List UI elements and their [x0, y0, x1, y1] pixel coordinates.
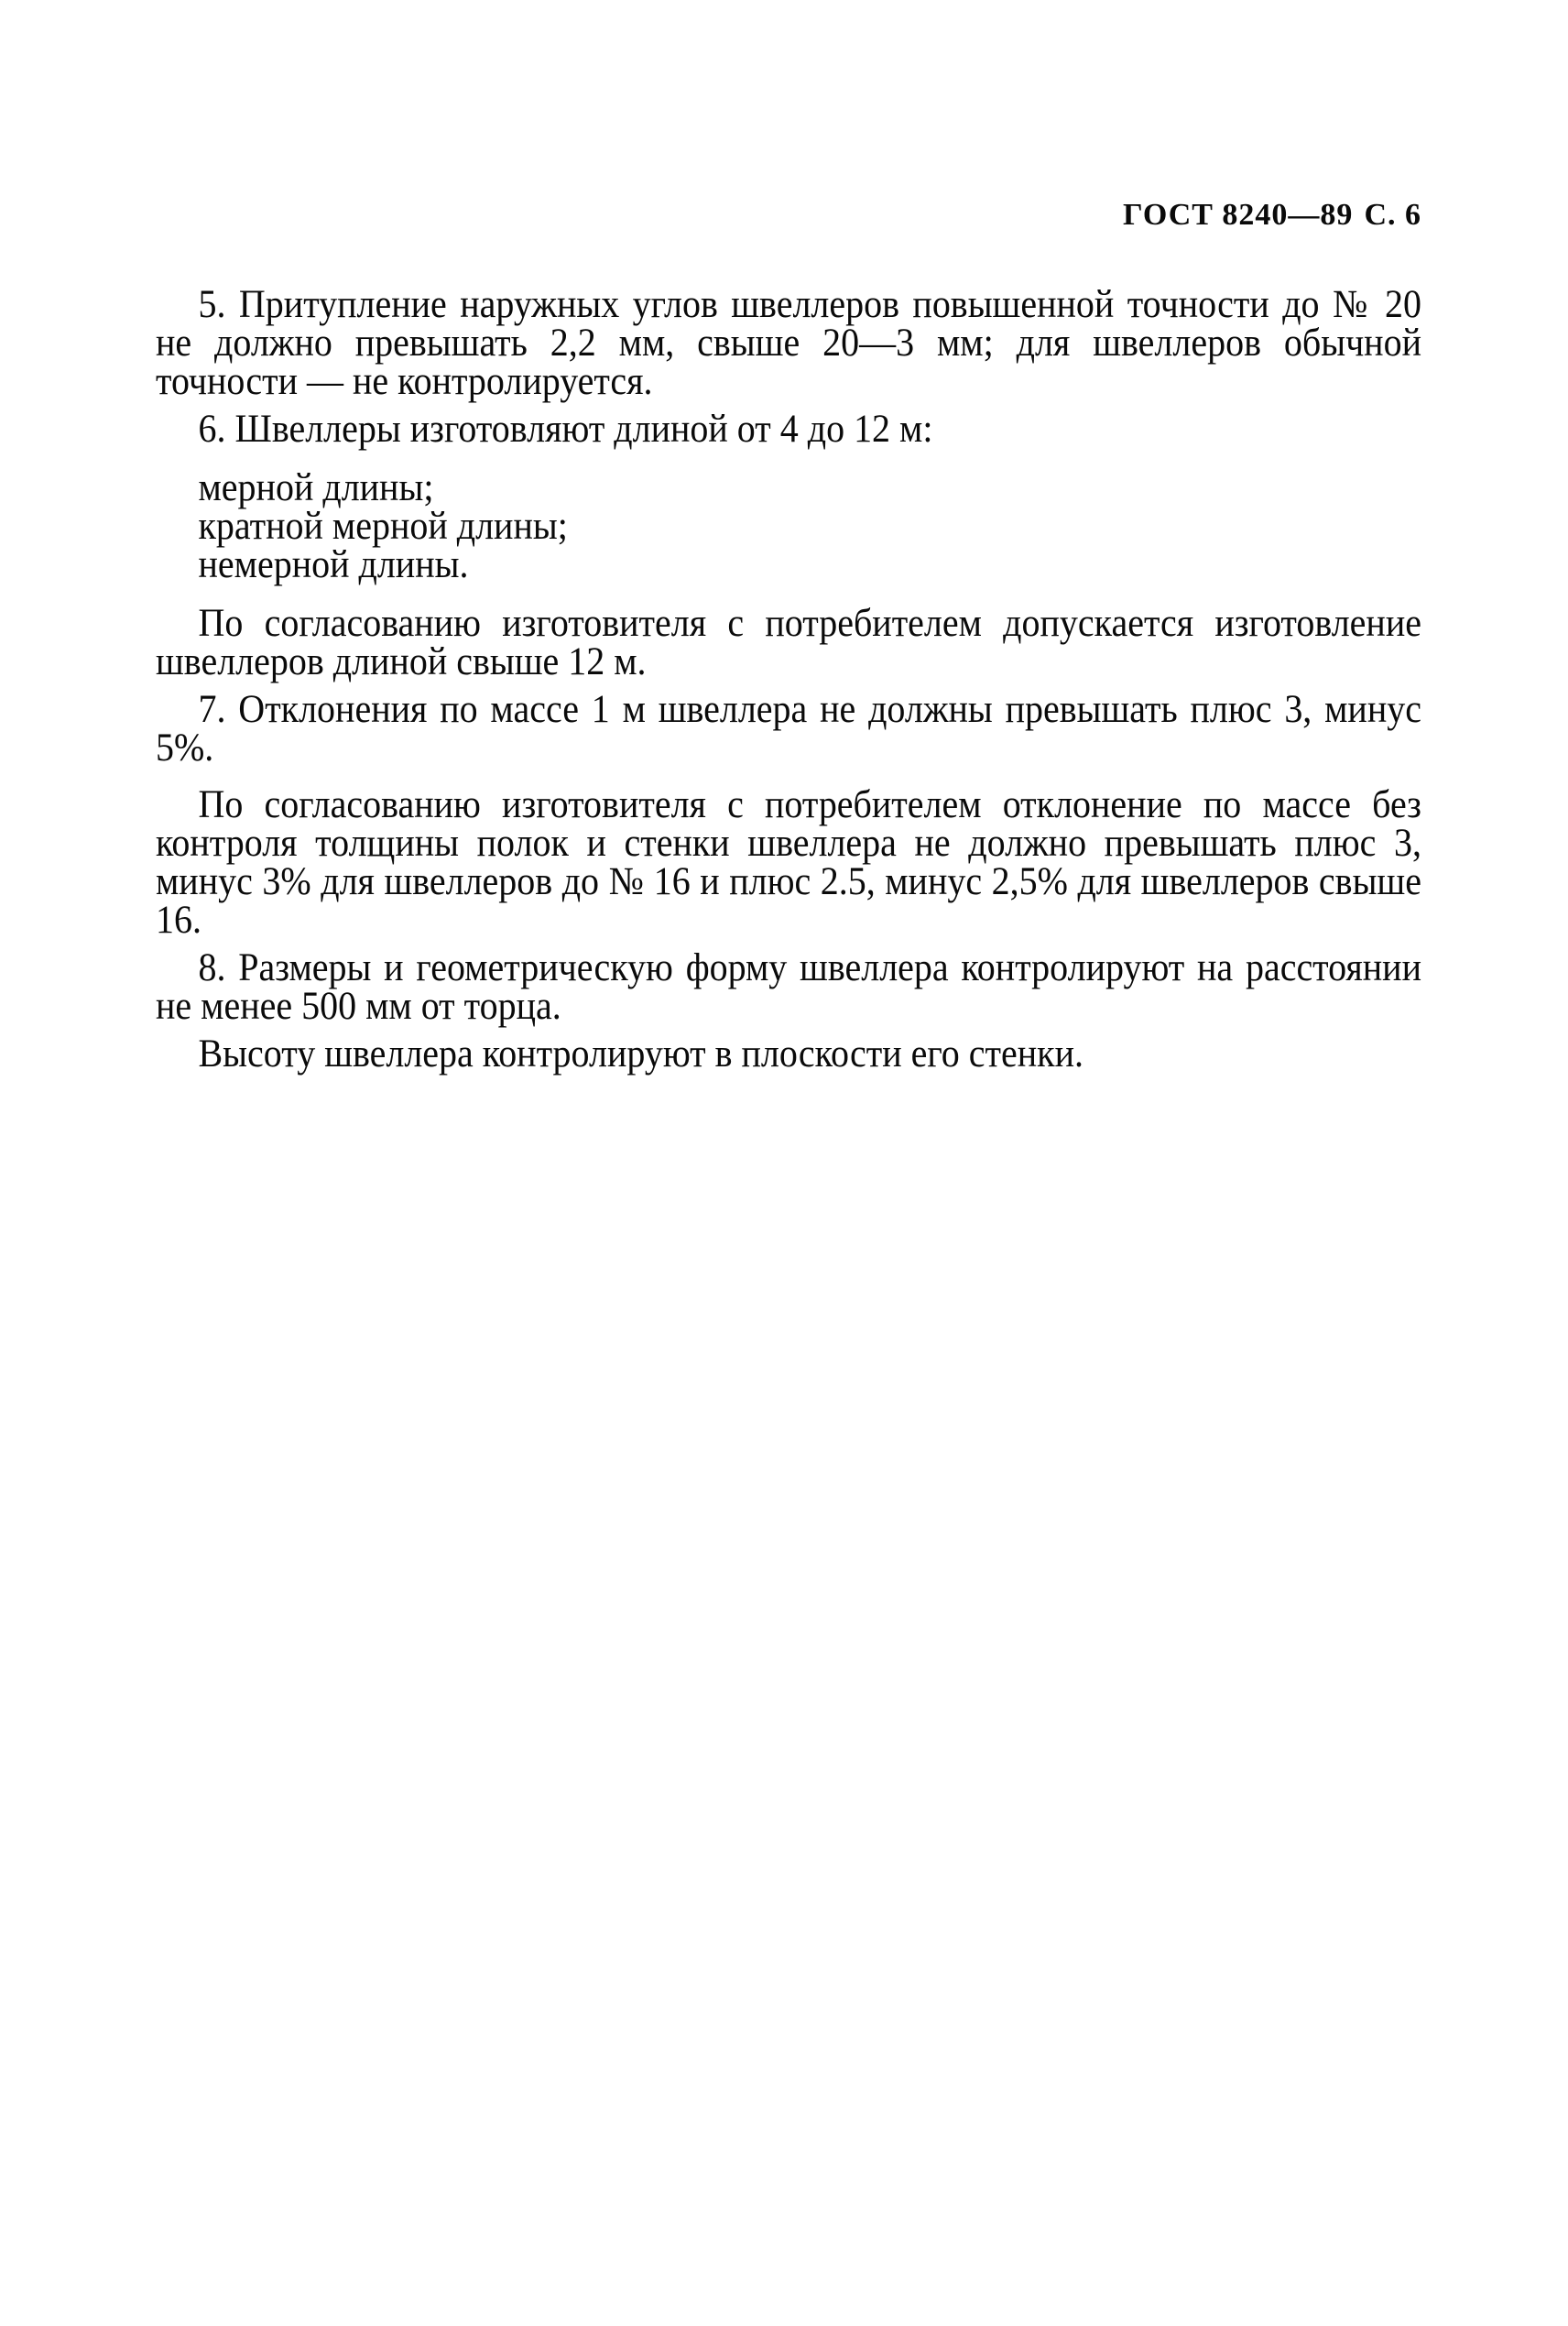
list-item: немерной длины. — [198, 543, 469, 586]
paragraph-5: 5. Притупление наружных углов швеллеров повышенной точности до № 20 не должно превышать 2,2 мм, свыше 20—3 мм; для швеллеров обычной точности — не контролируется. — [156, 283, 1421, 403]
page-number: С. 6 — [1364, 198, 1421, 232]
paragraph-6: 6. Швеллеры изготовляют длиной от 4 до 12 м: — [198, 408, 933, 451]
paragraph-8-height: Высоту швеллера контролируют в плоскости его стенки. — [198, 1032, 1084, 1076]
paragraph-7-agreement: По согласованию изготовителя с потребителем отклонение по массе без контроля толщины полок и стенки швеллера не должно превышать плюс 3, минус 3% для швеллеров до № 16 и плюс 2.5, минус 2,5% для швеллеров свыше 16. — [156, 783, 1421, 942]
document-body — [156, 283, 1421, 1083]
page-header — [1112, 198, 1421, 233]
standard-number: ГОСТ 8240—89 — [1123, 198, 1354, 232]
paragraph-8: 8. Размеры и геометрическую форму швеллера контролируют на расстоянии не менее 500 мм от торца. — [156, 946, 1421, 1028]
paragraph-7: 7. Отклонения по массе 1 м швеллера не должны превышать плюс 3, минус 5%. — [156, 688, 1421, 770]
list-item: мерной длины; — [198, 466, 434, 509]
paragraph-6-agreement: По согласованию изготовителя с потребителем допускается изготовление швеллеров длиной свыше 12 м. — [156, 602, 1421, 683]
list-item: кратной мерной длины; — [198, 505, 568, 548]
length-list — [156, 466, 1421, 586]
